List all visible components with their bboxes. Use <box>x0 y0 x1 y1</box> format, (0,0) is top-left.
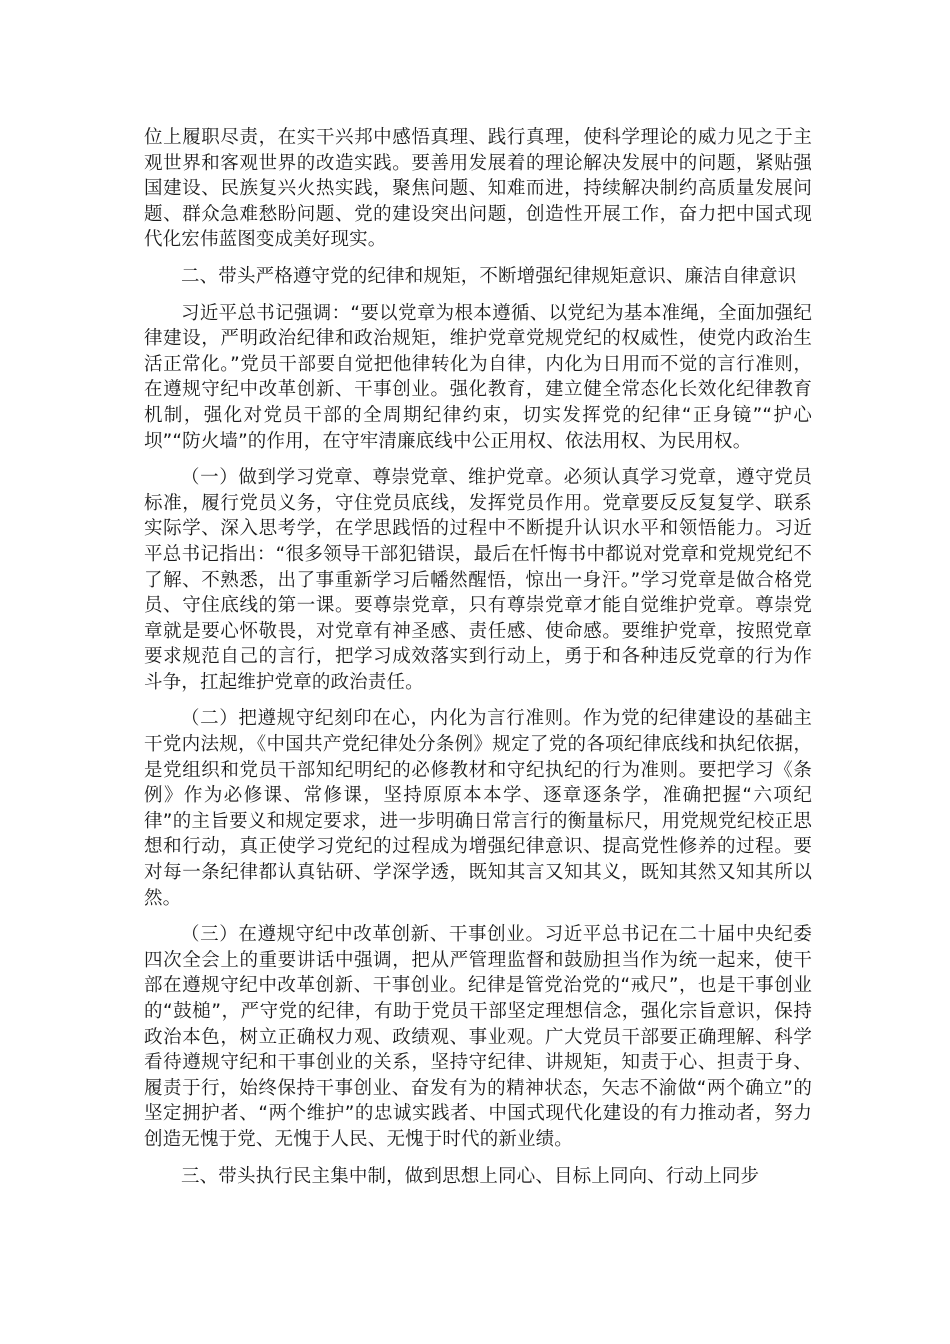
document-page <box>144 125 812 1200</box>
paragraph-subsection-two: （二）把遵规守纪刻印在心，内化为言行准则。作为党的纪律建设的基础主干党内法规，《中国共产党纪律处分条例》规定了党的各项纪律底线和执纪依据，是党组织和党员干部知纪明纪的必修教材和守纪执纪的行为准则。要把学习《条例》作为必修课、常修课，坚持原原本本学、逐章逐条学，准确把握“六项纪律”的主旨要义和规定要求，进一步明确日常言行的衡量标尺，用党规党纪校正思想和行动，真正使学习党纪的过程成为增强纪律意识、提高党性修养的过程。要对每一条纪律都认真钻研、学深学透，既知其言又知其义，既知其然又知其所以然。 <box>144 708 812 909</box>
paragraph-body: 习近平总书记强调：“要以党章为根本遵循、以党纪为基本准绳，全面加强纪律建设，严明政治纪律和政治规矩，维护党章党规党纪的权威性，使党内政治生活正常化。”党员干部要自觉把他律转化为自律，内化为日用而不觉的言行准则，在遵规守纪中改革创新、干事创业。强化教育，建立健全常态化长效化纪律教育机制，强化对党员干部的全周期纪律约束，切实发挥党的纪律“正身镜”“护心坝”“防火墙”的作用，在守牢清廉底线中公正用权、依法用权、为民用权。 <box>144 302 812 452</box>
paragraph-subsection-three: （三）在遵规守纪中改革创新、干事创业。习近平总书记在二十届中央纪委四次全会上的重要讲话中强调，把从严管理监督和鼓励担当作为统一起来，使干部在遵规守纪中改革创新、干事创业。纪律是管党治党的“戒尺”，也是干事创业的“鼓槌”，严守党的纪律，有助于党员干部坚定理想信念，强化宗旨意识，保持政治本色，树立正确权力观、政绩观、事业观。广大党员干部要正确理解、科学看待遵规守纪和干事创业的关系，坚持守纪律、讲规矩，知责于心、担责于身、履责于行，始终保持干事创业、奋发有为的精神状态，矢志不渝做“两个确立”的坚定拥护者、“两个维护”的忠诚实践者、中国式现代化建设的有力推动者，努力创造无愧于党、无愧于人民、无愧于时代的新业绩。 <box>144 924 812 1150</box>
paragraph-subsection-one: （一）做到学习党章、尊崇党章、维护党章。必须认真学习党章，遵守党员标准，履行党员义务，守住党员底线，发挥党员作用。党章要反反复复学、联系实际学、深入思考学，在学思践悟的过程中不断提升认识水平和领悟能力。习近平总书记指出：“很多领导干部犯错误，最后在忏悔书中都说对党章和党规党纪不了解、不熟悉，出了事重新学习后幡然醒悟，惊出一身汗。”学习党章是做合格党员、守住底线的第一课。要尊崇党章，只有尊崇党章才能自觉维护党章。尊崇党章就是要心怀敬畏，对党章有神圣感、责任感、使命感。要维护党章，按照党章要求规范自己的言行，把学习成效落实到行动上，勇于和各种违反党章的行为作斗争，扛起维护党章的政治责任。 <box>144 467 812 693</box>
section-heading-two: 二、带头严格遵守党的纪律和规矩，不断增强纪律规矩意识、廉洁自律意识 <box>181 265 797 287</box>
paragraph-continuation: 位上履职尽责，在实干兴邦中感悟真理、践行真理，使科学理论的威力见之于主观世界和客观世界的改造实践。要善用发展着的理论解决发展中的问题，紧贴强国建设、民族复兴火热实践，聚焦问题、知难而进，持续解决制约高质量发展问题、群众急难愁盼问题、党的建设突出问题，创造性开展工作，奋力把中国式现代化宏伟蓝图变成美好现实。 <box>144 127 812 251</box>
section-heading-three: 三、带头执行民主集中制，做到思想上同心、目标上同向、行动上同步 <box>181 1165 760 1187</box>
